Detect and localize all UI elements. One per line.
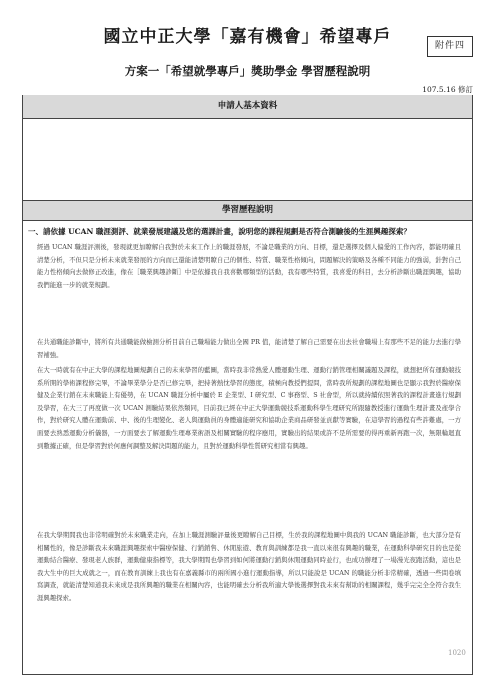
revised-date: 107.5.16 修訂 [422,85,473,94]
applicant-info-header: 申請人基本資料 [23,95,472,119]
paragraph-4: 在我大學期間我也非常明確對於未來職業走向，在加上職涯測驗評量後更瞭解自己目標，生於我的課程地圖中與我的 UCAN 職能診斷，也大部分是有相關性的，像是診斷我未來職涯興趣探索中醫療保健、行銷銷售、休閒旅遊、教育與訓練都是我一直以來很有興趣的職業，在運動科學研究目的也是從運動結合醫療、發現老人族群，運動健康指標等，我大學期間也學習到如何將運動行銷與休閒運動同時並行，也成功辦理了一場漫光夜跑活動，這也是我大生中的巨大成就之一，而在教育訓練上我也有在嘉義縣市的兩所國小進行運動指導，所以只能說是 UCAN 的職能分析非常精確，透過一些問卷填寫調查，就能清楚知道我未來成是我所興趣的職業在相關內容，也能明確去分析我所適大學後選擇對我未來有幫助的相關課程，幾乎完完全全符合我生涯興趣探索。 [37,531,461,602]
document-title: 國立中正大學「嘉有機會」希望專戶 [103,27,392,47]
learning-history-header: 學習歷程說明 [23,200,472,221]
annex-label: 附件四 [427,36,473,57]
form-frame [22,95,473,675]
paragraph-2: 在共通職能診斷中，將所有共通職能做檢測分析目前自己職場能力做出全國 PR 值，能清楚了解自己需要在出去社會職場上有那些不足的能力去進行學習補強。 [37,338,461,359]
document-subtitle: 方案一「希望就學專戶」獎助學金 學習歷程說明 [124,64,371,78]
paragraph-1: 經過 UCAN 職涯評測後，發現就更加瞭解自我對於未來工作上的職涯發展，不論是職業的方向、目標，還是選擇及個人偏愛的工作內容，都能明確且清楚分析，不但只是分析未來就業發展的方向而已還能清楚明瞭自己的個性、特質、職業性格傾向，問題解決的策略及各種不同能力的強弱，針對自己能力性格傾向去做修正改進，像在［職業興趣診斷］中是依據我自我喜歡哪類型的活動，我有哪些特質，我喜愛的科目，去分析診斷出職涯興趣，協助我們能進一步的就業規劃。 [37,243,461,289]
paragraph-3: 在大一時就有在中正大學的課程地圖規劃自己的未來學習的藍圖，當時我非常熱愛人體運動生理、運動行銷管理相關議題及課程，就想把所有運動競技系所開的學術課程修完畢，不論畢業學分是否已修完畢，把持著熱忱學習的態度，積極向教授們提問，當時我所規劃的課程地圖也是顯示我對於醫療保健及企業行銷在未來職能上有優勢，在 UCAN 職涯分析中屬於 E 企業型、I 研究型、C 事務型、S 社會型，所以就持續依照著我的課程計畫進行規劃及學習，在大三了再度做一次 UCAN 測驗結果依然類同，目前我已經在中正大學運動競技系運動科學生理研究所跟隨教授進行運動生理計畫及產學合作，對於研究人體在運動前、中、後的生理變化、老人與運動員的身體適能研究和協助企業商品研發並貢獻等實驗，在這學習的過程有些許難處，一方面要去熟悉運動分析儀器，一方面要去了解運動生理專業術語及相關實驗的程序應用，實驗出的結果或許不是所需要的得再重新再跑一次，無限輪迴直到數據正確，但是學習對於何應何調整及解決問題的能力，且對於運動科學性質研究相當有興趣。 [37,366,461,450]
handwritten-mark: 1020 [448,649,466,657]
question-text: 一、請依據 UCAN 職涯測評、就業發展建議及您的選課計畫，說明您的課程規劃是否符合測驗後的生涯興趣探索？ [28,227,411,236]
